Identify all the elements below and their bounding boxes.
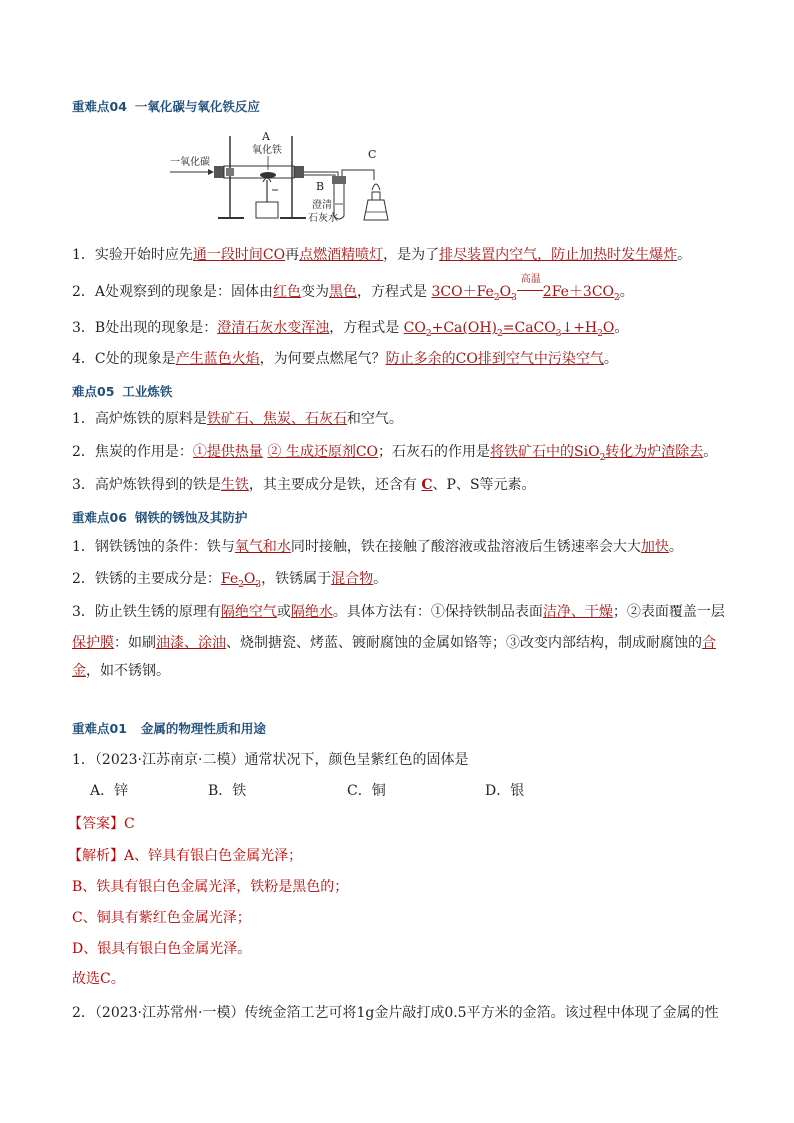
answer-blank: 隔绝水 bbox=[290, 604, 333, 620]
problem-1-stem: 1．（2023·江苏南京·二模）通常状况下，颜色呈紫红色的固体是 bbox=[72, 752, 469, 768]
s06-q2: 2．铁锈的主要成分是：$Fe_2O_3$，铁锈属于混合物。 bbox=[72, 571, 388, 590]
section-heading-04: 重难点04 一氧化碳与氧化铁反应 bbox=[72, 99, 260, 114]
s06-q3-line3: 金，如不锈钢。 bbox=[72, 663, 170, 679]
diagram-fe2o3-label: 氧化铁 bbox=[252, 145, 282, 156]
problem-1-analysis-1: 【解析】A、锌具有银白色金属光泽； bbox=[68, 848, 303, 864]
answer-blank: $Fe_2O_3$ bbox=[220, 571, 262, 590]
answer-blank: 洁净、干燥 bbox=[542, 604, 613, 620]
option-a: A．锌 bbox=[90, 783, 129, 799]
answer-blank: 排尽装置内空气，防止加热时发生爆炸 bbox=[439, 247, 678, 263]
answer-blank: 加快 bbox=[640, 539, 669, 555]
problem-2-stem: 2．（2023·江苏常州·一模）传统金箔工艺可将1g金片敲打成0.5平方米的金箔。该过程中体现了金属的性 bbox=[72, 1005, 719, 1021]
reaction-condition-high-temp: 高温 bbox=[520, 274, 541, 285]
diagram-limewater-label-1: 澄清 bbox=[312, 200, 332, 211]
problem-1-analysis-2: B、铁具有银白色金属光泽，铁粉是黑色的； bbox=[72, 879, 349, 895]
problem-1-conclusion: 故选C。 bbox=[72, 971, 125, 987]
answer-blank: 通一段时间CO bbox=[192, 247, 286, 263]
answer-blank: 点燃酒精喷灯 bbox=[299, 247, 384, 263]
equation-limewater: $CO_2+Ca(OH)_2=CaCO_3↓+H_2O$ bbox=[403, 320, 615, 339]
s06-q3-line1: 3．防止铁生锈的原理有隔绝空气或隔绝水。具体方法有：①保持铁制品表面洁净、干燥；②表面覆盖一层 bbox=[72, 604, 725, 620]
answer-blank: 隔绝空气 bbox=[220, 604, 277, 620]
diagram-limewater-label-2: 石灰水 bbox=[308, 213, 338, 224]
option-b: B．铁 bbox=[208, 783, 247, 799]
section-heading-06: 重难点06 钢铁的锈蚀及其防护 bbox=[72, 510, 248, 525]
answer-blank: 混合物 bbox=[331, 571, 374, 587]
answer-blank: ①提供热量 bbox=[192, 444, 263, 460]
answer-blank: 产生蓝色火焰 bbox=[175, 351, 260, 367]
s04-q3: 3．B处出现的现象是：澄清石灰水变浑浊，方程式是 $CO_2+Ca(OH)_2=CaCO_3↓+H_2O$。 bbox=[72, 320, 629, 339]
section-heading-01: 重难点01 金属的物理性质和用途 bbox=[72, 721, 266, 736]
problem-1-analysis-3: C、铜具有紫红色金属光泽； bbox=[72, 910, 251, 926]
diagram-label-c: C bbox=[368, 148, 377, 161]
answer-blank: 氧气和水 bbox=[234, 539, 291, 555]
s05-q2: 2．焦炭的作用是：①提供热量 ② 生成还原剂CO；石灰石的作用是将铁矿石中的SiO$_2$转化为炉渣除去。 bbox=[72, 444, 718, 463]
option-c: C．铜 bbox=[347, 783, 386, 799]
s04-q4: 4．C处的现象是产生蓝色火焰，为何要点燃尾气？防止多余的CO排到空气中污染空气。 bbox=[72, 351, 618, 367]
diagram-label-a: A bbox=[262, 130, 270, 143]
diagram-label-b: B bbox=[316, 180, 325, 193]
diagram-co-inlet-label: 一氧化碳 bbox=[170, 157, 210, 168]
problem-1-analysis-4: D、银具有银白色金属光泽。 bbox=[72, 941, 252, 957]
answer-blank: 生铁 bbox=[220, 477, 249, 493]
answer-blank: C bbox=[421, 477, 433, 493]
answer-blank: 防止多余的CO排到空气中污染空气 bbox=[385, 351, 604, 367]
s05-q1: 1．高炉炼铁的原料是铁矿石、焦炭、石灰石和空气。 bbox=[72, 411, 403, 427]
answer-blank: 将铁矿石中的SiO$_2$转化为炉渣除去 bbox=[490, 444, 704, 463]
s06-q1: 1．钢铁锈蚀的条件：铁与氧气和水同时接触，铁在接触了酸溶液或盐溶液后生锈速率会大大加快。 bbox=[72, 539, 683, 555]
answer-blank: ② 生成还原剂CO bbox=[267, 444, 379, 460]
equation-fe2o3-reduction: $3CO+Fe_2O_3$ 高温 $2Fe+3CO_2$ bbox=[432, 284, 620, 300]
answer-blank: 保护膜 bbox=[72, 635, 114, 651]
answer-blank: 油漆、涂油 bbox=[156, 635, 226, 651]
answer-blank: 金 bbox=[72, 663, 86, 679]
answer-blank: 铁矿石、焦炭、石灰石 bbox=[206, 411, 347, 427]
co-reduction-apparatus-diagram bbox=[168, 128, 428, 228]
section-heading-05: 难点05 工业炼铁 bbox=[72, 384, 173, 399]
s05-q3: 3．高炉炼铁得到的铁是生铁，其主要成分是铁，还含有 C、P、S等元素。 bbox=[72, 477, 536, 493]
s04-q2: 2．A处观察到的现象是：固体由红色变为黑色，方程式是 $3CO+Fe_2O_3$ 高温 $2Fe+3CO_2$。 bbox=[72, 282, 722, 308]
answer-blank: 合 bbox=[702, 635, 716, 651]
answer-blank: 黑色 bbox=[329, 284, 358, 300]
problem-1-answer: 【答案】C bbox=[68, 816, 135, 832]
answer-blank: 红色 bbox=[273, 284, 302, 300]
option-d: D．银 bbox=[485, 783, 525, 799]
answer-blank: 澄清石灰水变浑浊 bbox=[217, 320, 330, 336]
s04-q1: 1．实验开始时应先通一段时间CO再点燃酒精喷灯，是为了排尽装置内空气，防止加热时发生爆炸。 bbox=[72, 247, 692, 263]
s06-q3-line2: 保护膜：如刷油漆、涂油、烧制搪瓷、烤蓝、镀耐腐蚀的金属如铬等；③改变内部结构，制成耐腐蚀的合 bbox=[72, 635, 716, 651]
